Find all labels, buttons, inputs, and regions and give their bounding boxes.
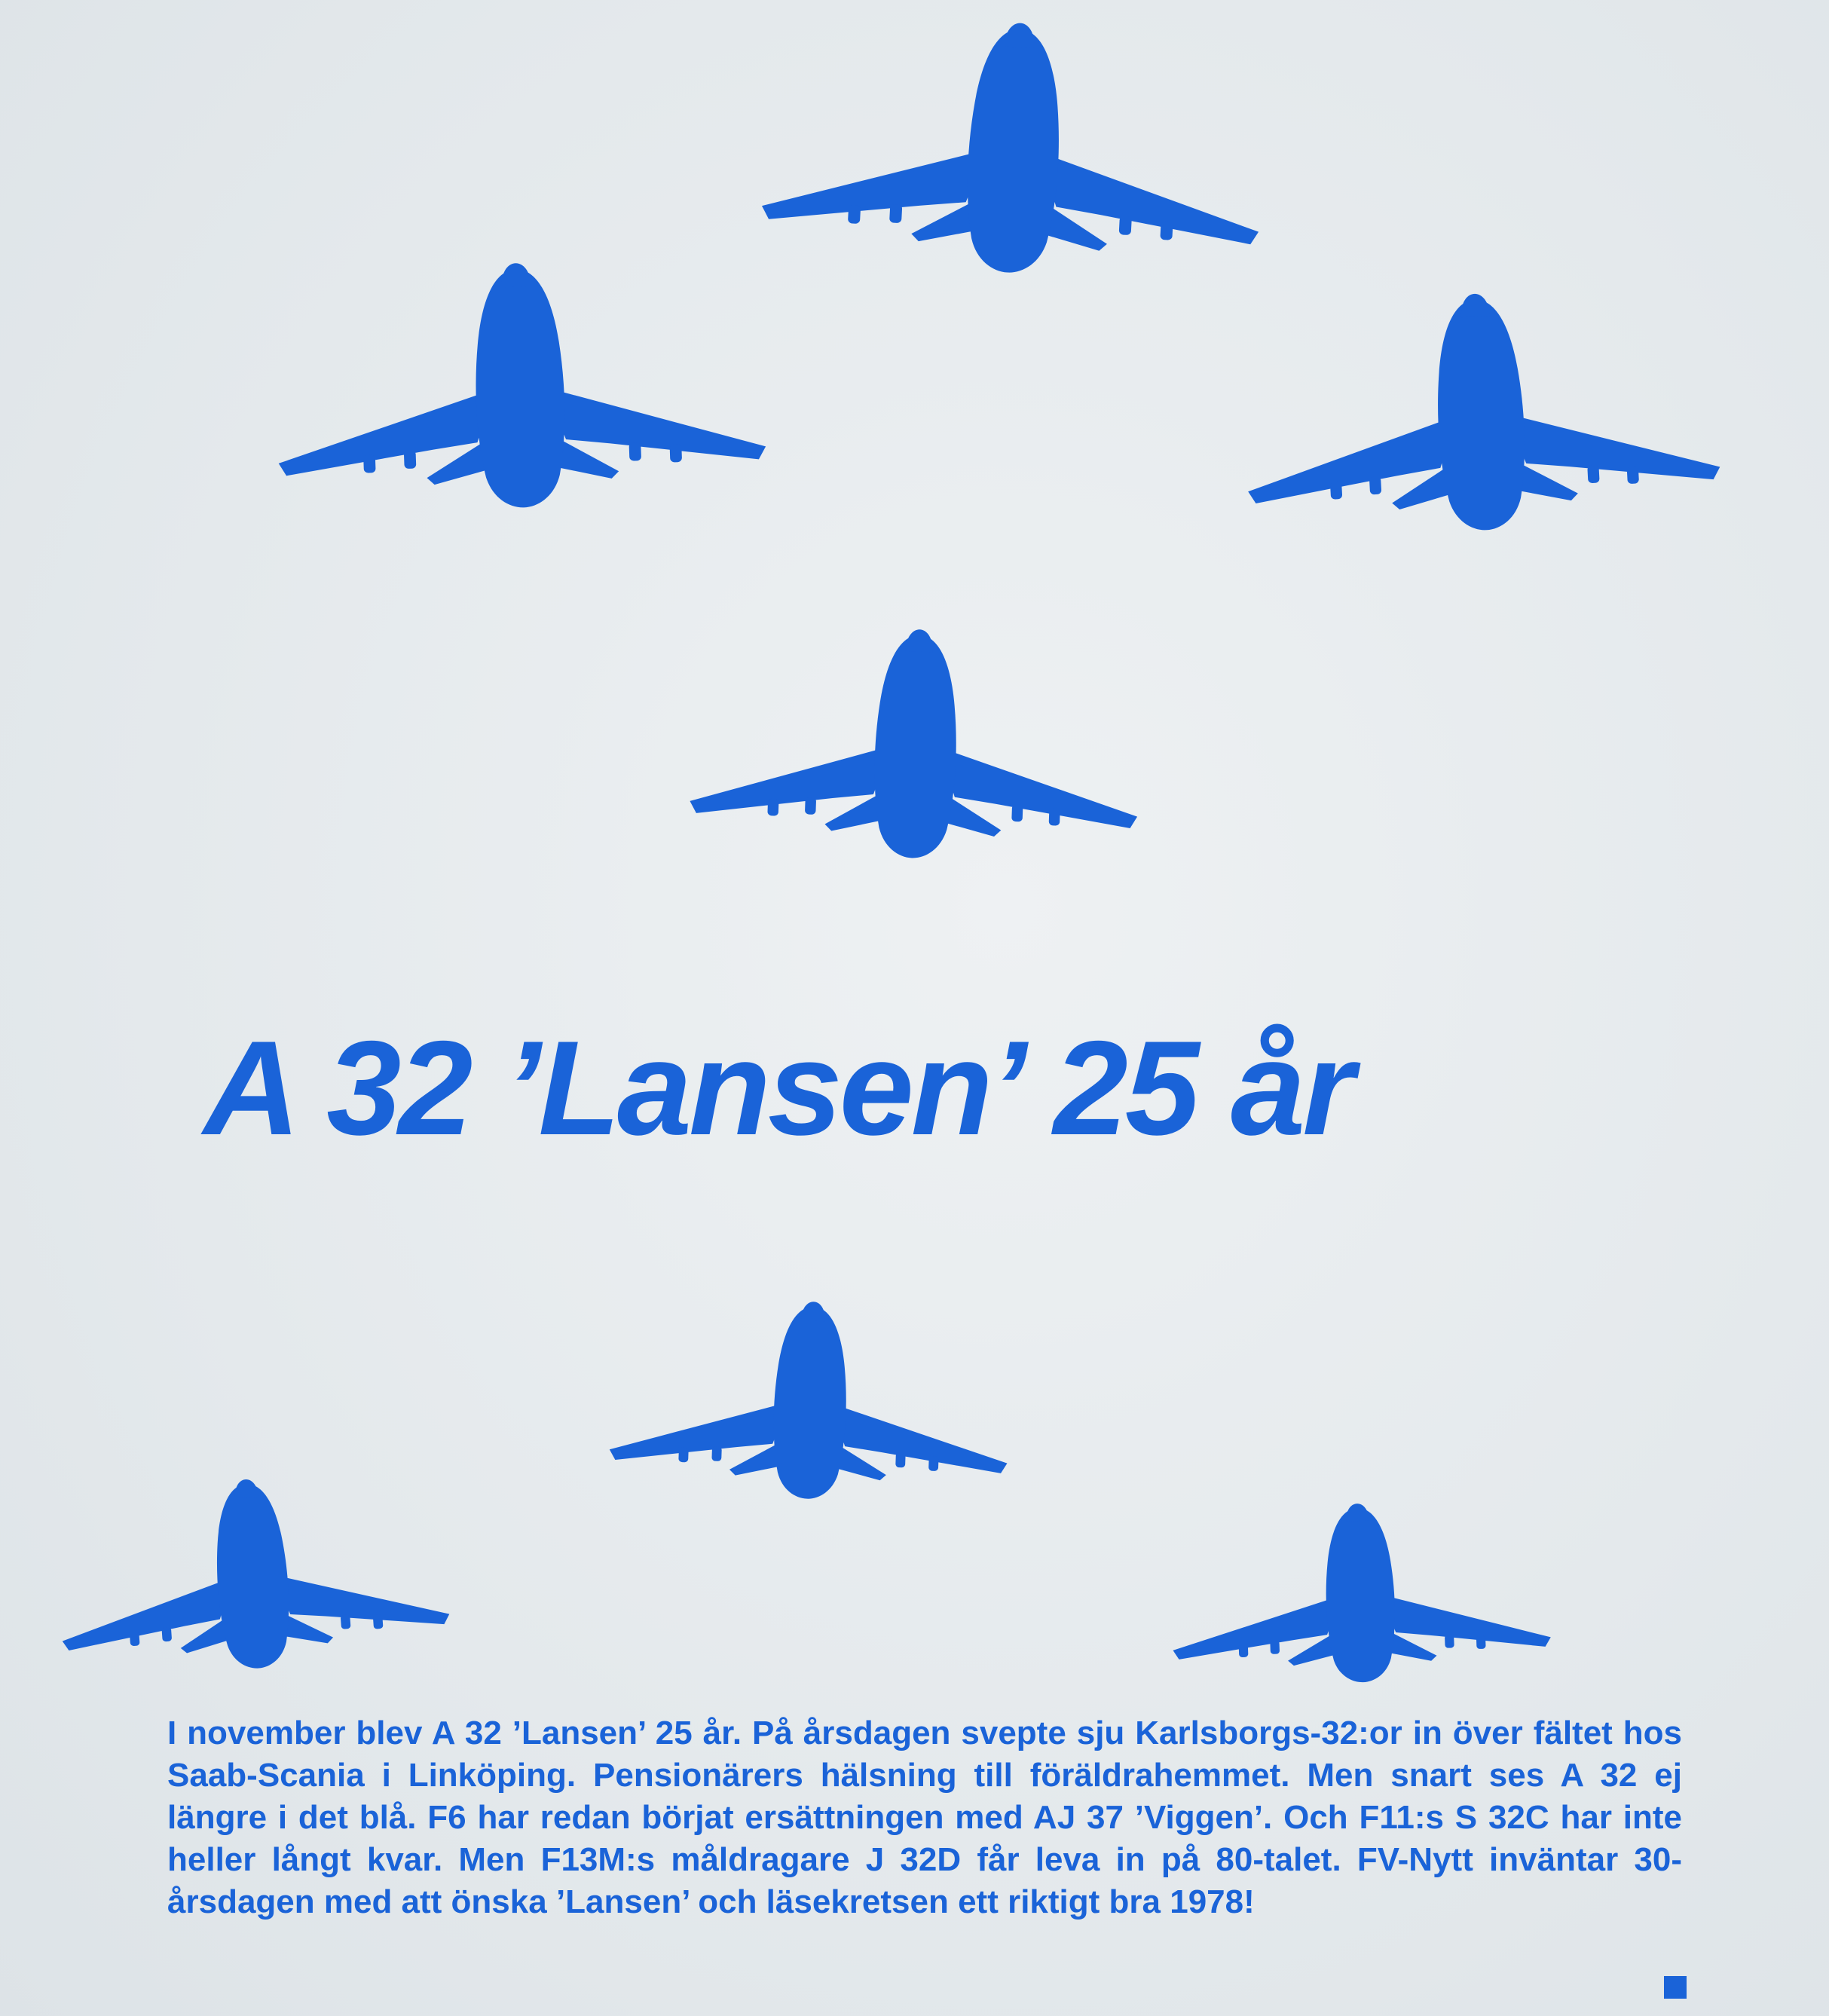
headline: A 32 ’Lansen’ 25 år bbox=[203, 1013, 1352, 1163]
aircraft-silhouette-5 bbox=[608, 1295, 1013, 1506]
aircraft-silhouette-4 bbox=[688, 622, 1143, 866]
aircraft-silhouette-7 bbox=[1168, 1497, 1552, 1689]
aircraft-silhouette-2 bbox=[272, 255, 768, 516]
end-of-article-mark bbox=[1664, 1976, 1687, 1999]
aircraft-silhouette-6 bbox=[52, 1466, 452, 1681]
aircraft-silhouette-1 bbox=[759, 10, 1268, 285]
article-caption: I november blev A 32 ’Lansen’ 25 år. På årsdagen svepte sju Karlsborgs-32:or in över fältet hos Saab-Scania i Linköping. Pensionärers hälsning till föräldrahemmet. Men snart ses A 32 ej längre i det blå. F6 har redan börjat ersättningen med AJ 37 ’Viggen’. Och F11:s S 32C har inte heller långt kvar. Men F13M:s måldragare J 32D får leva in på 80-talet. FV-Nytt inväntar 30-årsdagen med att önska ’Lansen’ och läsekretsen ett riktigt bra 1978! bbox=[167, 1715, 1682, 1920]
aircraft-silhouette-3 bbox=[1238, 281, 1723, 542]
